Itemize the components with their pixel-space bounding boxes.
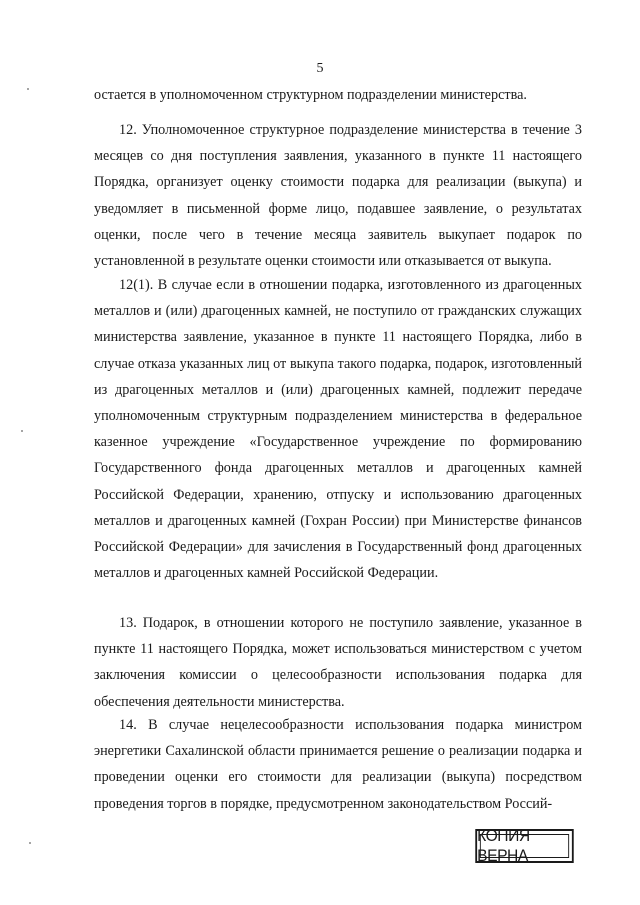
- paragraph-12: 12. Уполномоченное структурное подразделение министерства в течение 3 месяцев со дня поступления заявления, указанного в пункте 11 настоящего Порядка, организует оценку стоимости подарка для реализации (выкупа) и уведомляет в письменной форме лицо, подавшее заявление, о результатах оценки, после чего в течение месяца заявитель выкупает подарок по установленной в результате оценки стоимости или отказывается от выкупа.: [94, 122, 582, 270]
- scan-speck: [27, 88, 29, 90]
- scan-speck: [29, 842, 31, 844]
- paragraph-13: 13. Подарок, в отношении которого не поступило заявление, указанное в пункте 11 настоящего Порядка, может использоваться министерством с учетом заключения комиссии о целесообразности использования подарка для обеспечения деятельности министерства.: [94, 615, 582, 710]
- paragraph-14: 14. В случае нецелесообразности использования подарка министром энергетики Сахалинской области принимается решение о реализации подарка и проведении оценки его стоимости для реализации (выкупа) посредством проведения торгов в порядке, предусмотренном законодательством Россий-: [94, 717, 582, 812]
- copy-certified-stamp: КОПИЯ ВЕРНА: [475, 829, 573, 863]
- paragraph-12-1: 12(1). В случае если в отношении подарка, изготовленного из драгоценных металлов и (или) драгоценных камней, не поступило от гражданских служащих министерства заявление, указанное в пункте 11 настоящего Порядка, либо в случае отказа указанных лиц от выкупа такого подарка, подарок, изготовленный из драгоценных металлов и (или) драгоценных камней, подлежит передаче уполномоченным структурным подразделением министерства в федеральное казенное учреждение «Государственное учреждение по формированию Государственного фонда драгоценных металлов и драгоценных камней Российской Федерации, хранению, отпуску и использованию драгоценных металлов и драгоценных камней (Гохран России) при Министерстве финансов Российской Федерации» для зачисления в Государственный фонд драгоценных металлов и драгоценных камней Российской Федерации.: [94, 277, 582, 582]
- scan-speck: [21, 430, 23, 432]
- page-number: 5: [316, 61, 324, 76]
- paragraph-continuation: остается в уполномоченном структурном подразделении министерства.: [94, 87, 527, 103]
